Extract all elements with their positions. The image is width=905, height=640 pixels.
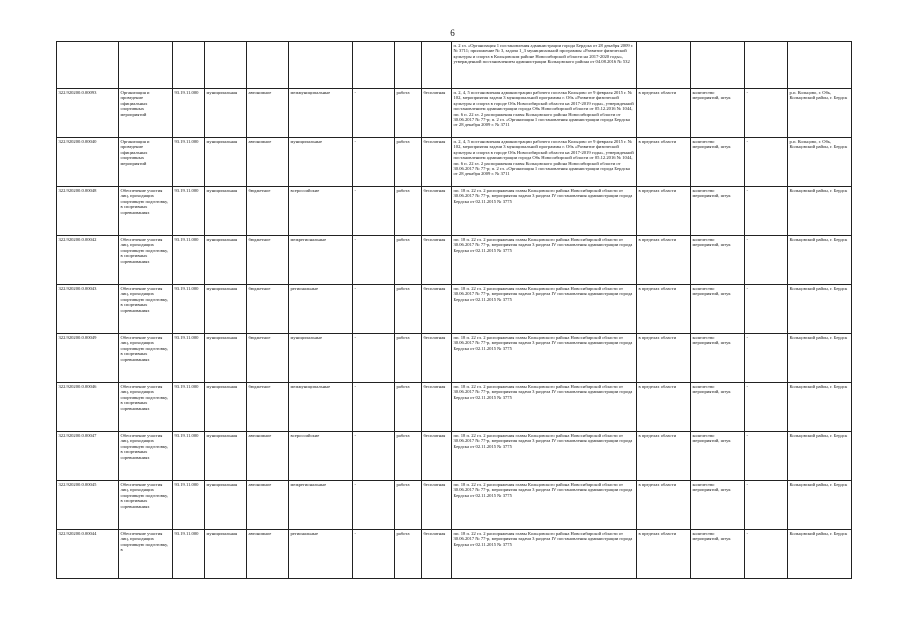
extra-cell: - xyxy=(745,334,788,383)
table-row xyxy=(57,432,852,481)
location-cell: Кольцовский район, г. Бердск xyxy=(788,383,852,432)
service-name-cell: Обеспечение участия лиц, проходящих спортивную подготовку, в спортивных соревнованиях xyxy=(119,236,173,285)
measure-cell: количество мероприятий, штук xyxy=(691,89,745,138)
registry-code-cell: 322.920200.0.00048 xyxy=(57,187,119,236)
event-category-cell: всероссийские xyxy=(289,187,353,236)
payment-cell: бесплатная xyxy=(422,334,452,383)
dash-cell: - xyxy=(353,530,395,579)
dash-cell: - xyxy=(353,138,395,187)
measure-cell: количество мероприятий, штук xyxy=(691,383,745,432)
kind-cell: работа xyxy=(395,432,422,481)
event-category-cell: межмуниципальные xyxy=(289,89,353,138)
event-category-cell: региональные xyxy=(289,285,353,334)
legal-basis-cell: пп. 18 п. 22 гл. 2 распоряжения главы Кольцовского района Новосибирской области от 30.06.2017 № 77-р, мероприятия задачи 3 раздела IV постановления администрации города Бердска от 02.11.2015 № 3775 xyxy=(452,285,637,334)
registry-code-cell: 322.920200.0.00047 xyxy=(57,432,119,481)
event-category-cell: межрегиональные xyxy=(289,481,353,530)
place-cell: в пределах области xyxy=(637,187,691,236)
location-cell: Кольцовский район, г. Бердск xyxy=(788,236,852,285)
okved-code-cell: 93.19.11.000 xyxy=(173,138,205,187)
event-category-cell: межрегиональные xyxy=(289,236,353,285)
measure-cell: количество мероприятий, штук xyxy=(691,432,745,481)
registry-code-cell: 322.920200.0.00044 xyxy=(57,530,119,579)
kind-cell: работа xyxy=(395,285,422,334)
okved-code-cell: 93.19.11.000 xyxy=(173,432,205,481)
kind-cell: работа xyxy=(395,383,422,432)
table-row-continuation xyxy=(57,42,852,89)
payment-cell: бесплатная xyxy=(422,89,452,138)
event-category-cell: межмуниципальные xyxy=(289,383,353,432)
place-cell: в пределах области xyxy=(637,334,691,383)
location-cell: Кольцовский район, г. Бердск xyxy=(788,334,852,383)
table-row xyxy=(57,285,852,334)
extra-cell: - xyxy=(745,236,788,285)
institution-type-cell: бюджетное xyxy=(247,236,289,285)
table-cell xyxy=(173,42,205,89)
place-cell: в пределах области xyxy=(637,383,691,432)
okved-code-cell: 93.19.11.000 xyxy=(173,236,205,285)
table-cell xyxy=(395,42,422,89)
table-row xyxy=(57,383,852,432)
registry-code-cell: 322.920200.0.00046 xyxy=(57,383,119,432)
service-name-cell: Обеспечение участия лиц, проходящих спортивную подготовку, в спортивных соревнованиях xyxy=(119,383,173,432)
legal-basis-cell: пп. 18 п. 22 гл. 2 распоряжения главы Кольцовского района Новосибирской области от 30.06.2017 № 77-р, мероприятия задачи 3 раздела IV постановления администрации города Бердска от 02.11.2015 № 3775 xyxy=(452,334,637,383)
okved-code-cell: 93.19.11.000 xyxy=(173,187,205,236)
place-cell: в пределах области xyxy=(637,432,691,481)
legal-basis-cell: пп. 18 п. 22 гл. 2 распоряжения главы Кольцовского района Новосибирской области от 30.06.2017 № 77-р, мероприятия задачи 3 раздела IV постановления администрации города Бердска от 02.11.2015 № 3775 xyxy=(452,187,637,236)
table-cell xyxy=(119,42,173,89)
service-name-cell: Обеспечение участия лиц, проходящих спортивную подготовку, в спортивных соревнованиях xyxy=(119,432,173,481)
kind-cell: работа xyxy=(395,89,422,138)
okved-code-cell: 93.19.11.000 xyxy=(173,383,205,432)
service-name-cell: Обеспечение участия лиц, проходящих спортивную подготовку, в xyxy=(119,530,173,579)
okved-code-cell: 93.19.11.000 xyxy=(173,530,205,579)
table-cell xyxy=(422,42,452,89)
payment-cell: бесплатная xyxy=(422,285,452,334)
event-category-cell: региональные xyxy=(289,530,353,579)
location-cell: Кольцовский район, г. Бердск xyxy=(788,530,852,579)
dash-cell: - xyxy=(353,89,395,138)
legal-basis-cell: пп. 18 п. 22 гл. 2 распоряжения главы Кольцовского района Новосибирской области от 30.06.2017 № 77-р, мероприятия задачи 3 раздела IV постановления администрации города Бердска от 02.11.2015 № 3775 xyxy=(452,530,637,579)
dash-cell: - xyxy=(353,236,395,285)
legal-basis-cell: пп. 18 п. 22 гл. 2 распоряжения главы Кольцовского района Новосибирской области от 30.06.2017 № 77-р, мероприятия задачи 3 раздела IV постановления администрации города Бердска от 02.11.2015 № 3775 xyxy=(452,236,637,285)
table-row xyxy=(57,89,852,138)
measure-cell: количество мероприятий, штук xyxy=(691,236,745,285)
institution-type-cell: автономное xyxy=(247,530,289,579)
payment-cell: бесплатная xyxy=(422,383,452,432)
institution-type-cell: бюджетное xyxy=(247,383,289,432)
kind-cell: работа xyxy=(395,481,422,530)
level-cell: муниципальная xyxy=(205,481,247,530)
dash-cell: - xyxy=(353,383,395,432)
kind-cell: работа xyxy=(395,138,422,187)
table-cell xyxy=(205,42,247,89)
level-cell: муниципальная xyxy=(205,530,247,579)
table-row xyxy=(57,530,852,579)
dash-cell: - xyxy=(353,334,395,383)
measure-cell: количество мероприятий, штук xyxy=(691,530,745,579)
institution-type-cell: автономное xyxy=(247,89,289,138)
okved-code-cell: 93.19.11.000 xyxy=(173,89,205,138)
location-cell: Кольцовский район, г. Бердск xyxy=(788,285,852,334)
measure-cell: количество мероприятий, штук xyxy=(691,334,745,383)
level-cell: муниципальная xyxy=(205,334,247,383)
kind-cell: работа xyxy=(395,530,422,579)
level-cell: муниципальная xyxy=(205,383,247,432)
event-category-cell: муниципальные xyxy=(289,334,353,383)
service-name-cell: Организация и проведение официальных спортивных мероприятий xyxy=(119,89,173,138)
payment-cell: бесплатная xyxy=(422,432,452,481)
legal-basis-cell: пп. 18 п. 22 гл. 2 распоряжения главы Кольцовского района Новосибирской области от 30.06.2017 № 77-р, мероприятия задачи 3 раздела IV постановления администрации города Бердска от 02.11.2015 № 3775 xyxy=(452,432,637,481)
institution-type-cell: автономное xyxy=(247,481,289,530)
table-cell xyxy=(788,42,852,89)
place-cell: в пределах области xyxy=(637,285,691,334)
institution-type-cell: бюджетное xyxy=(247,187,289,236)
dash-cell: - xyxy=(353,285,395,334)
service-name-cell: Обеспечение участия лиц, проходящих спортивную подготовку, в спортивных соревнованиях xyxy=(119,334,173,383)
service-name-cell: Обеспечение участия лиц, проходящих спортивную подготовку, в спортивных соревнованиях xyxy=(119,187,173,236)
level-cell: муниципальная xyxy=(205,138,247,187)
table-cell xyxy=(247,42,289,89)
okved-code-cell: 93.19.11.000 xyxy=(173,285,205,334)
registry-code-cell: 322.920200.0.00049 xyxy=(57,334,119,383)
payment-cell: бесплатная xyxy=(422,481,452,530)
payment-cell: бесплатная xyxy=(422,187,452,236)
registry-code-cell: 322.920200.0.00045 xyxy=(57,481,119,530)
dash-cell: - xyxy=(353,481,395,530)
institution-type-cell: автономное xyxy=(247,432,289,481)
level-cell: муниципальная xyxy=(205,89,247,138)
location-cell: Кольцовский район, г. Бердск xyxy=(788,187,852,236)
extra-cell: - xyxy=(745,89,788,138)
place-cell: в пределах области xyxy=(637,236,691,285)
place-cell: в пределах области xyxy=(637,138,691,187)
extra-cell: - xyxy=(745,481,788,530)
event-category-cell: муниципальные xyxy=(289,138,353,187)
payment-cell: бесплатная xyxy=(422,138,452,187)
measure-cell: количество мероприятий, штук xyxy=(691,481,745,530)
institution-type-cell: бюджетное xyxy=(247,285,289,334)
place-cell: в пределах области xyxy=(637,481,691,530)
place-cell: в пределах области xyxy=(637,89,691,138)
legal-basis-cell: п. 2 гл. «Организация 1 постановления администрации города Бердска от 28 декабря 2009 г. № 3711; приложение № 3, задача 1_3 муниципальной программы «Развитие физической культуры и спорта в Кольцовском районе Новосибирской области на 2017-2020 годы», утвержденной постановлением администрации Кольцовского района от 04.08.2016 № 532 xyxy=(452,42,637,89)
registry-code-cell: 322.920200.0.00093 xyxy=(57,89,119,138)
location-cell: Кольцовский район, г. Бердск xyxy=(788,432,852,481)
dash-cell: - xyxy=(353,187,395,236)
registry-code-cell: 322.920200.0.00043 xyxy=(57,285,119,334)
measure-cell: количество мероприятий, штук xyxy=(691,138,745,187)
legal-basis-cell: пп. 18 п. 22 гл. 2 распоряжения главы Кольцовского района Новосибирской области от 30.06.2017 № 77-р, мероприятия задачи 3 раздела IV постановления администрации города Бердска от 02.11.2015 № 3775 xyxy=(452,383,637,432)
table-row xyxy=(57,236,852,285)
table-cell xyxy=(353,42,395,89)
registry-table xyxy=(56,41,852,579)
dash-cell: - xyxy=(353,432,395,481)
location-cell: р.п. Кольцово, г. Обь, Кольцовский район, г. Бердск xyxy=(788,89,852,138)
measure-cell: количество мероприятий, штук xyxy=(691,187,745,236)
extra-cell: - xyxy=(745,383,788,432)
location-cell: Кольцовский район, г. Бердск xyxy=(788,481,852,530)
legal-basis-cell: п. 2, 4, 5 постановления администрации рабочего поселка Кольцово от 9 февраля 2015 г. № 102, мероприятия задачи 3 муниципальной программы г. Обь «Развитие физической культуры и спорта в городе Обь Новосибирской области на 2017-2019 годы», утвержденной постановлением администрации города Обь Новосибирской области от 05.12.2016 № 1044, пп. 6 п. 22 гл. 2 распоряжения главы Кольцовского района Новосибирской области от 30.06.2017 № 77-р; п. 2 гл. «Организация 1 постановления администрации города Бердска от 28 декабря 2009 г. № 3711 xyxy=(452,138,637,187)
registry-code-cell: 322.920200.0.00042 xyxy=(57,236,119,285)
level-cell: муниципальная xyxy=(205,285,247,334)
payment-cell: бесплатная xyxy=(422,236,452,285)
table-cell xyxy=(57,42,119,89)
legal-basis-cell: п. 2, 4, 5 постановления администрации рабочего поселка Кольцово от 9 февраля 2015 г. № 102, мероприятия задачи 3 муниципальной программы г. Обь «Развитие физической культуры и спорта в городе Обь Новосибирской области на 2017-2019 годы», утвержденной постановлением администрации города Обь Новосибирской области от 05.12.2016 № 1044, пп. 6 п. 22 гл. 2 распоряжения главы Кольцовского района Новосибирской области от 30.06.2017 № 77-р; п. 2 гл. «Организация 1 постановления администрации города Бердска от 28 декабря 2009 г. № 3711 xyxy=(452,89,637,138)
table-cell xyxy=(637,42,691,89)
extra-cell: - xyxy=(745,530,788,579)
service-name-cell: Обеспечение участия лиц, проходящих спортивную подготовку, в спортивных соревнованиях xyxy=(119,481,173,530)
institution-type-cell: бюджетное xyxy=(247,334,289,383)
extra-cell: - xyxy=(745,285,788,334)
extra-cell: - xyxy=(745,432,788,481)
table-cell xyxy=(289,42,353,89)
location-cell: р.п. Кольцово, г. Обь, Кольцовский район, г. Бердск xyxy=(788,138,852,187)
page-number: 6 xyxy=(450,28,455,38)
extra-cell: - xyxy=(745,187,788,236)
table-row xyxy=(57,481,852,530)
kind-cell: работа xyxy=(395,187,422,236)
registry-code-cell: 322.920200.0.00040 xyxy=(57,138,119,187)
service-name-cell: Организация и проведение официальных спортивных мероприятий xyxy=(119,138,173,187)
level-cell: муниципальная xyxy=(205,187,247,236)
table-row xyxy=(57,187,852,236)
table-row xyxy=(57,138,852,187)
okved-code-cell: 93.19.11.000 xyxy=(173,481,205,530)
payment-cell: бесплатная xyxy=(422,530,452,579)
level-cell: муниципальная xyxy=(205,432,247,481)
institution-type-cell: автономное xyxy=(247,138,289,187)
place-cell: в пределах области xyxy=(637,530,691,579)
kind-cell: работа xyxy=(395,334,422,383)
table-cell xyxy=(745,42,788,89)
service-name-cell: Обеспечение участия лиц, проходящих спортивную подготовку, в спортивных соревнованиях xyxy=(119,285,173,334)
okved-code-cell: 93.19.11.000 xyxy=(173,334,205,383)
kind-cell: работа xyxy=(395,236,422,285)
extra-cell: - xyxy=(745,138,788,187)
measure-cell: количество мероприятий, штук xyxy=(691,285,745,334)
table-row xyxy=(57,334,852,383)
table-cell xyxy=(691,42,745,89)
level-cell: муниципальная xyxy=(205,236,247,285)
event-category-cell: всероссийские xyxy=(289,432,353,481)
legal-basis-cell: пп. 18 п. 22 гл. 2 распоряжения главы Кольцовского района Новосибирской области от 30.06.2017 № 77-р, мероприятия задачи 3 раздела IV постановления администрации города Бердска от 02.11.2015 № 3775 xyxy=(452,481,637,530)
